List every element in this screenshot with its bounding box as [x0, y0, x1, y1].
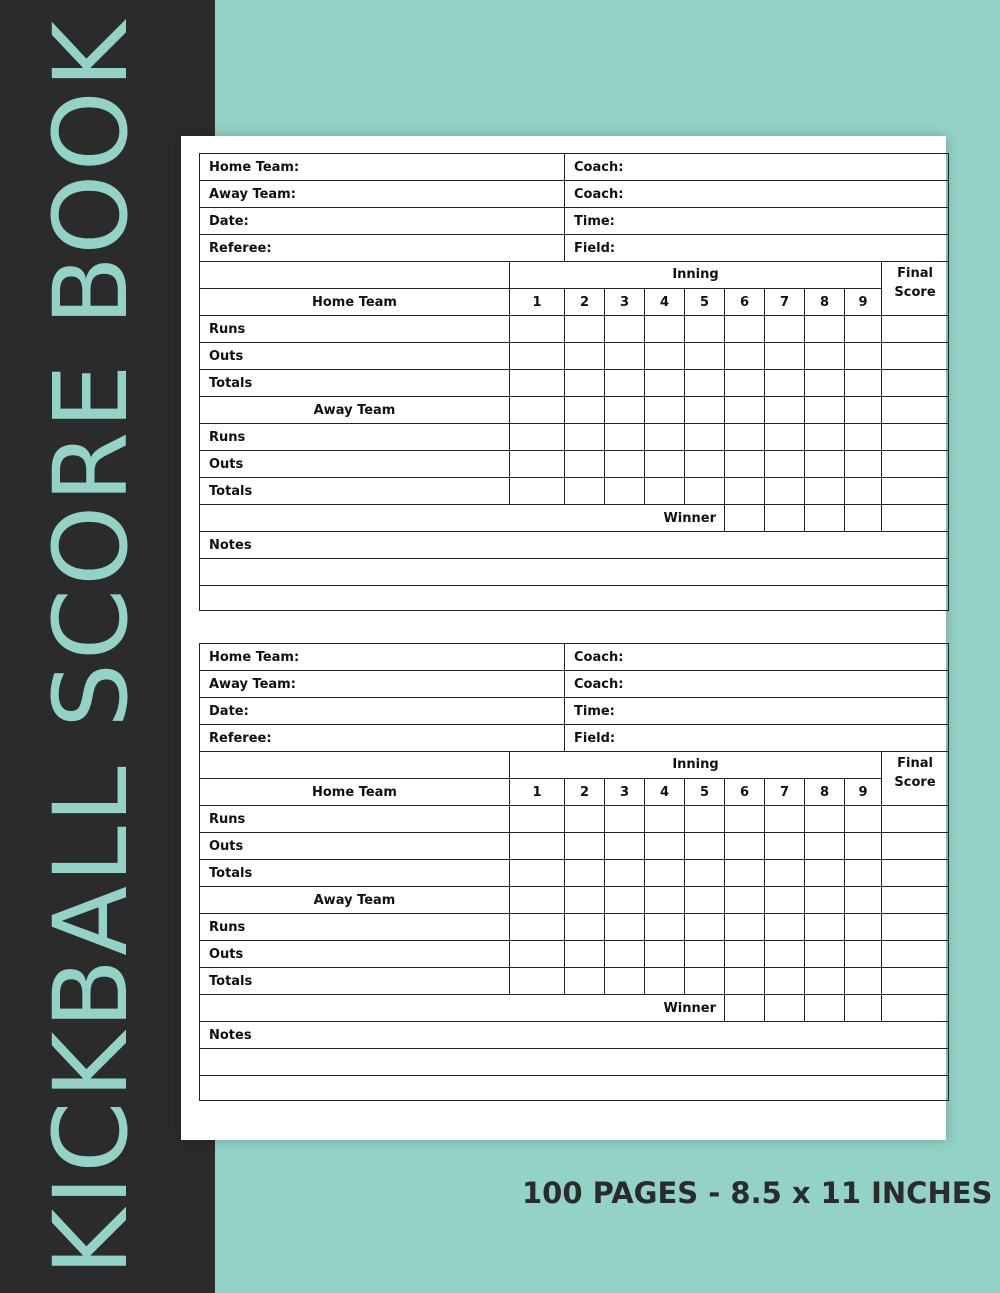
score-cell[interactable] — [685, 887, 725, 914]
referee-label: Referee: — [209, 730, 272, 746]
referee-label: Referee: — [209, 240, 272, 256]
final-score-header — [882, 262, 949, 316]
score-cell[interactable] — [765, 505, 805, 532]
score-cell[interactable] — [805, 370, 845, 397]
score-cell[interactable] — [565, 370, 605, 397]
score-cell[interactable] — [645, 833, 685, 860]
score-cell[interactable] — [882, 995, 949, 1022]
score-cell[interactable] — [765, 397, 805, 424]
score-cell[interactable] — [882, 860, 949, 887]
notes-line[interactable] — [200, 559, 949, 586]
inning-number: 1 — [510, 779, 565, 806]
score-cell[interactable] — [565, 968, 605, 995]
final-label: Final — [897, 756, 933, 771]
score-cell[interactable] — [845, 914, 882, 941]
score-cell[interactable] — [605, 860, 645, 887]
score-cell[interactable] — [510, 887, 565, 914]
score-cell[interactable] — [765, 343, 805, 370]
inning-number: 9 — [845, 289, 882, 316]
score-cell[interactable] — [605, 316, 645, 343]
score-cell[interactable] — [605, 887, 645, 914]
runs-label: Runs — [200, 806, 510, 833]
home-team-label: Home Team: — [209, 159, 300, 175]
totals-label: Totals — [200, 370, 510, 397]
score-cell[interactable] — [645, 887, 685, 914]
score-cell[interactable] — [765, 887, 805, 914]
score-cell[interactable] — [645, 451, 685, 478]
score-cell[interactable] — [565, 941, 605, 968]
score-cell[interactable] — [605, 424, 645, 451]
score-cell[interactable] — [805, 941, 845, 968]
referee-field[interactable] — [200, 235, 565, 262]
outs-label: Outs — [200, 343, 510, 370]
score-cell[interactable] — [725, 806, 765, 833]
runs-label: Runs — [200, 914, 510, 941]
score-cell[interactable] — [645, 914, 685, 941]
score-cell[interactable] — [645, 316, 685, 343]
score-cell[interactable] — [510, 941, 565, 968]
away-team-field[interactable] — [200, 671, 565, 698]
inning-number: 3 — [605, 289, 645, 316]
scoresheet-form-2 — [199, 643, 949, 1101]
score-cell[interactable] — [685, 806, 725, 833]
score-cell[interactable] — [605, 478, 645, 505]
field-field[interactable] — [565, 235, 949, 262]
score-cell[interactable] — [845, 833, 882, 860]
score-cell[interactable] — [882, 397, 949, 424]
score-cell[interactable] — [725, 505, 765, 532]
score-cell[interactable] — [845, 806, 882, 833]
blank-cell — [200, 262, 510, 289]
outs-label: Outs — [200, 941, 510, 968]
score-cell[interactable] — [605, 833, 645, 860]
score-cell[interactable] — [510, 833, 565, 860]
score-cell[interactable] — [805, 505, 845, 532]
score-cell[interactable] — [645, 941, 685, 968]
score-cell[interactable] — [565, 424, 605, 451]
score-cell[interactable] — [645, 860, 685, 887]
score-cell[interactable] — [882, 914, 949, 941]
score-cell[interactable] — [565, 806, 605, 833]
score-cell[interactable] — [805, 833, 845, 860]
score-cell[interactable] — [565, 478, 605, 505]
final-label: Final — [897, 266, 933, 281]
score-cell[interactable] — [805, 887, 845, 914]
notes-label: Notes — [209, 537, 252, 553]
score-cell[interactable] — [725, 343, 765, 370]
score-cell[interactable] — [845, 316, 882, 343]
away-coach-field[interactable] — [565, 671, 949, 698]
score-cell[interactable] — [605, 968, 645, 995]
score-cell[interactable] — [765, 478, 805, 505]
referee-field[interactable] — [200, 725, 565, 752]
score-cell[interactable] — [725, 914, 765, 941]
score-cell[interactable] — [845, 860, 882, 887]
page-count-subtitle: 100 PAGES - 8.5 x 11 INCHES — [522, 1176, 993, 1210]
inning-number: 9 — [845, 779, 882, 806]
score-cell[interactable] — [845, 451, 882, 478]
score-cell[interactable] — [805, 968, 845, 995]
score-cell[interactable] — [510, 316, 565, 343]
score-cell[interactable] — [565, 397, 605, 424]
score-cell[interactable] — [565, 343, 605, 370]
home-team-header: Home Team — [200, 779, 510, 806]
score-cell[interactable] — [882, 451, 949, 478]
score-cell[interactable] — [765, 370, 805, 397]
notes-line[interactable] — [200, 532, 949, 559]
runs-label: Runs — [200, 424, 510, 451]
score-cell[interactable] — [565, 887, 605, 914]
score-cell[interactable] — [882, 887, 949, 914]
score-cell[interactable] — [805, 860, 845, 887]
score-cell[interactable] — [605, 397, 645, 424]
score-cell[interactable] — [765, 995, 805, 1022]
inning-number: 7 — [765, 289, 805, 316]
inning-number: 8 — [805, 289, 845, 316]
home-team-field[interactable] — [200, 154, 565, 181]
field-label: Field: — [574, 730, 616, 746]
score-cell[interactable] — [725, 316, 765, 343]
score-cell[interactable] — [685, 968, 725, 995]
score-cell[interactable] — [510, 968, 565, 995]
home-team-field[interactable] — [200, 644, 565, 671]
score-cell[interactable] — [725, 370, 765, 397]
score-cell[interactable] — [605, 451, 645, 478]
inning-header: Inning — [510, 262, 882, 289]
away-team-label: Away Team: — [209, 186, 296, 202]
coach-label: Coach: — [574, 676, 624, 692]
totals-label: Totals — [200, 860, 510, 887]
score-label: Score — [894, 285, 936, 300]
time-field[interactable] — [565, 208, 949, 235]
field-label: Field: — [574, 240, 616, 256]
score-cell[interactable] — [882, 968, 949, 995]
score-cell[interactable] — [845, 968, 882, 995]
score-cell[interactable] — [765, 941, 805, 968]
scoresheet-form-1 — [199, 153, 949, 611]
score-cell[interactable] — [845, 424, 882, 451]
inning-number: 2 — [565, 289, 605, 316]
coach-label: Coach: — [574, 159, 624, 175]
away-team-field[interactable] — [200, 181, 565, 208]
score-cell[interactable] — [805, 316, 845, 343]
score-cell[interactable] — [765, 860, 805, 887]
score-cell[interactable] — [765, 968, 805, 995]
score-cell[interactable] — [685, 397, 725, 424]
score-cell[interactable] — [685, 316, 725, 343]
date-field[interactable] — [200, 698, 565, 725]
score-cell[interactable] — [510, 370, 565, 397]
score-cell[interactable] — [605, 343, 645, 370]
score-cell[interactable] — [510, 914, 565, 941]
score-cell[interactable] — [765, 316, 805, 343]
totals-label: Totals — [200, 968, 510, 995]
score-cell[interactable] — [725, 941, 765, 968]
inning-header: Inning — [510, 752, 882, 779]
scoresheet-page — [181, 136, 946, 1140]
score-cell[interactable] — [805, 478, 845, 505]
inning-number: 4 — [645, 779, 685, 806]
score-cell[interactable] — [725, 968, 765, 995]
score-cell[interactable] — [845, 343, 882, 370]
runs-label: Runs — [200, 316, 510, 343]
score-cell[interactable] — [645, 806, 685, 833]
score-cell[interactable] — [725, 860, 765, 887]
score-cell[interactable] — [882, 833, 949, 860]
score-cell[interactable] — [685, 424, 725, 451]
inning-number: 5 — [685, 779, 725, 806]
home-team-label: Home Team: — [209, 649, 300, 665]
score-cell[interactable] — [605, 806, 645, 833]
score-cell[interactable] — [725, 424, 765, 451]
score-cell[interactable] — [510, 860, 565, 887]
time-field[interactable] — [565, 698, 949, 725]
notes-label: Notes — [209, 1027, 252, 1043]
notes-line[interactable] — [200, 1076, 949, 1101]
score-cell[interactable] — [882, 505, 949, 532]
score-cell[interactable] — [645, 397, 685, 424]
score-cell[interactable] — [765, 806, 805, 833]
score-cell[interactable] — [882, 316, 949, 343]
inning-number: 4 — [645, 289, 685, 316]
score-cell[interactable] — [805, 343, 845, 370]
blank-cell — [200, 752, 510, 779]
score-cell[interactable] — [685, 860, 725, 887]
score-cell[interactable] — [510, 343, 565, 370]
score-cell[interactable] — [685, 833, 725, 860]
score-cell[interactable] — [510, 424, 565, 451]
inning-number: 8 — [805, 779, 845, 806]
score-cell[interactable] — [725, 451, 765, 478]
book-title: KICKBALL SCORE BOOK — [32, 18, 151, 1276]
winner-label: Winner — [200, 995, 725, 1022]
score-cell[interactable] — [845, 478, 882, 505]
outs-label: Outs — [200, 451, 510, 478]
score-cell[interactable] — [685, 343, 725, 370]
score-cell[interactable] — [510, 478, 565, 505]
score-cell[interactable] — [765, 451, 805, 478]
score-cell[interactable] — [882, 370, 949, 397]
coach-label: Coach: — [574, 186, 624, 202]
inning-number: 2 — [565, 779, 605, 806]
score-cell[interactable] — [725, 887, 765, 914]
score-cell[interactable] — [882, 806, 949, 833]
score-cell[interactable] — [725, 397, 765, 424]
date-label: Date: — [209, 213, 249, 229]
score-cell[interactable] — [725, 995, 765, 1022]
score-cell[interactable] — [805, 806, 845, 833]
score-cell[interactable] — [725, 833, 765, 860]
score-cell[interactable] — [765, 424, 805, 451]
score-label: Score — [894, 775, 936, 790]
home-coach-field[interactable] — [565, 154, 949, 181]
score-cell[interactable] — [765, 833, 805, 860]
coach-label: Coach: — [574, 649, 624, 665]
inning-number: 6 — [725, 779, 765, 806]
score-cell[interactable] — [805, 397, 845, 424]
score-cell[interactable] — [565, 833, 605, 860]
final-score-header — [882, 752, 949, 806]
score-cell[interactable] — [805, 451, 845, 478]
score-cell[interactable] — [565, 316, 605, 343]
away-team-label: Away Team: — [209, 676, 296, 692]
time-label: Time: — [574, 213, 615, 229]
score-cell[interactable] — [845, 505, 882, 532]
inning-number: 3 — [605, 779, 645, 806]
score-cell[interactable] — [605, 941, 645, 968]
score-cell[interactable] — [565, 860, 605, 887]
field-field[interactable] — [565, 725, 949, 752]
score-cell[interactable] — [685, 941, 725, 968]
home-coach-field[interactable] — [565, 644, 949, 671]
score-cell[interactable] — [645, 424, 685, 451]
score-cell[interactable] — [805, 995, 845, 1022]
score-cell[interactable] — [845, 397, 882, 424]
score-cell[interactable] — [510, 397, 565, 424]
notes-line[interactable] — [200, 586, 949, 611]
date-field[interactable] — [200, 208, 565, 235]
score-cell[interactable] — [645, 343, 685, 370]
score-cell[interactable] — [685, 451, 725, 478]
score-cell[interactable] — [725, 478, 765, 505]
totals-label: Totals — [200, 478, 510, 505]
score-cell[interactable] — [645, 968, 685, 995]
score-cell[interactable] — [845, 370, 882, 397]
score-cell[interactable] — [882, 478, 949, 505]
outs-label: Outs — [200, 833, 510, 860]
score-cell[interactable] — [645, 478, 685, 505]
time-label: Time: — [574, 703, 615, 719]
score-cell[interactable] — [685, 478, 725, 505]
inning-number: 1 — [510, 289, 565, 316]
score-cell[interactable] — [845, 995, 882, 1022]
score-cell[interactable] — [565, 914, 605, 941]
inning-number: 7 — [765, 779, 805, 806]
home-team-header: Home Team — [200, 289, 510, 316]
score-cell[interactable] — [805, 424, 845, 451]
score-cell[interactable] — [685, 370, 725, 397]
score-cell[interactable] — [645, 370, 685, 397]
score-cell[interactable] — [605, 370, 645, 397]
notes-line[interactable] — [200, 1022, 949, 1049]
date-label: Date: — [209, 703, 249, 719]
score-cell[interactable] — [565, 451, 605, 478]
score-cell[interactable] — [845, 941, 882, 968]
score-cell[interactable] — [605, 914, 645, 941]
away-team-header: Away Team — [200, 397, 510, 424]
score-cell[interactable] — [685, 914, 725, 941]
notes-line[interactable] — [200, 1049, 949, 1076]
score-cell[interactable] — [845, 887, 882, 914]
score-cell[interactable] — [765, 914, 805, 941]
inning-number: 5 — [685, 289, 725, 316]
score-cell[interactable] — [510, 806, 565, 833]
score-cell[interactable] — [805, 914, 845, 941]
away-coach-field[interactable] — [565, 181, 949, 208]
away-team-header: Away Team — [200, 887, 510, 914]
inning-number: 6 — [725, 289, 765, 316]
score-cell[interactable] — [882, 941, 949, 968]
score-cell[interactable] — [882, 343, 949, 370]
winner-label: Winner — [200, 505, 725, 532]
score-cell[interactable] — [510, 451, 565, 478]
score-cell[interactable] — [882, 424, 949, 451]
